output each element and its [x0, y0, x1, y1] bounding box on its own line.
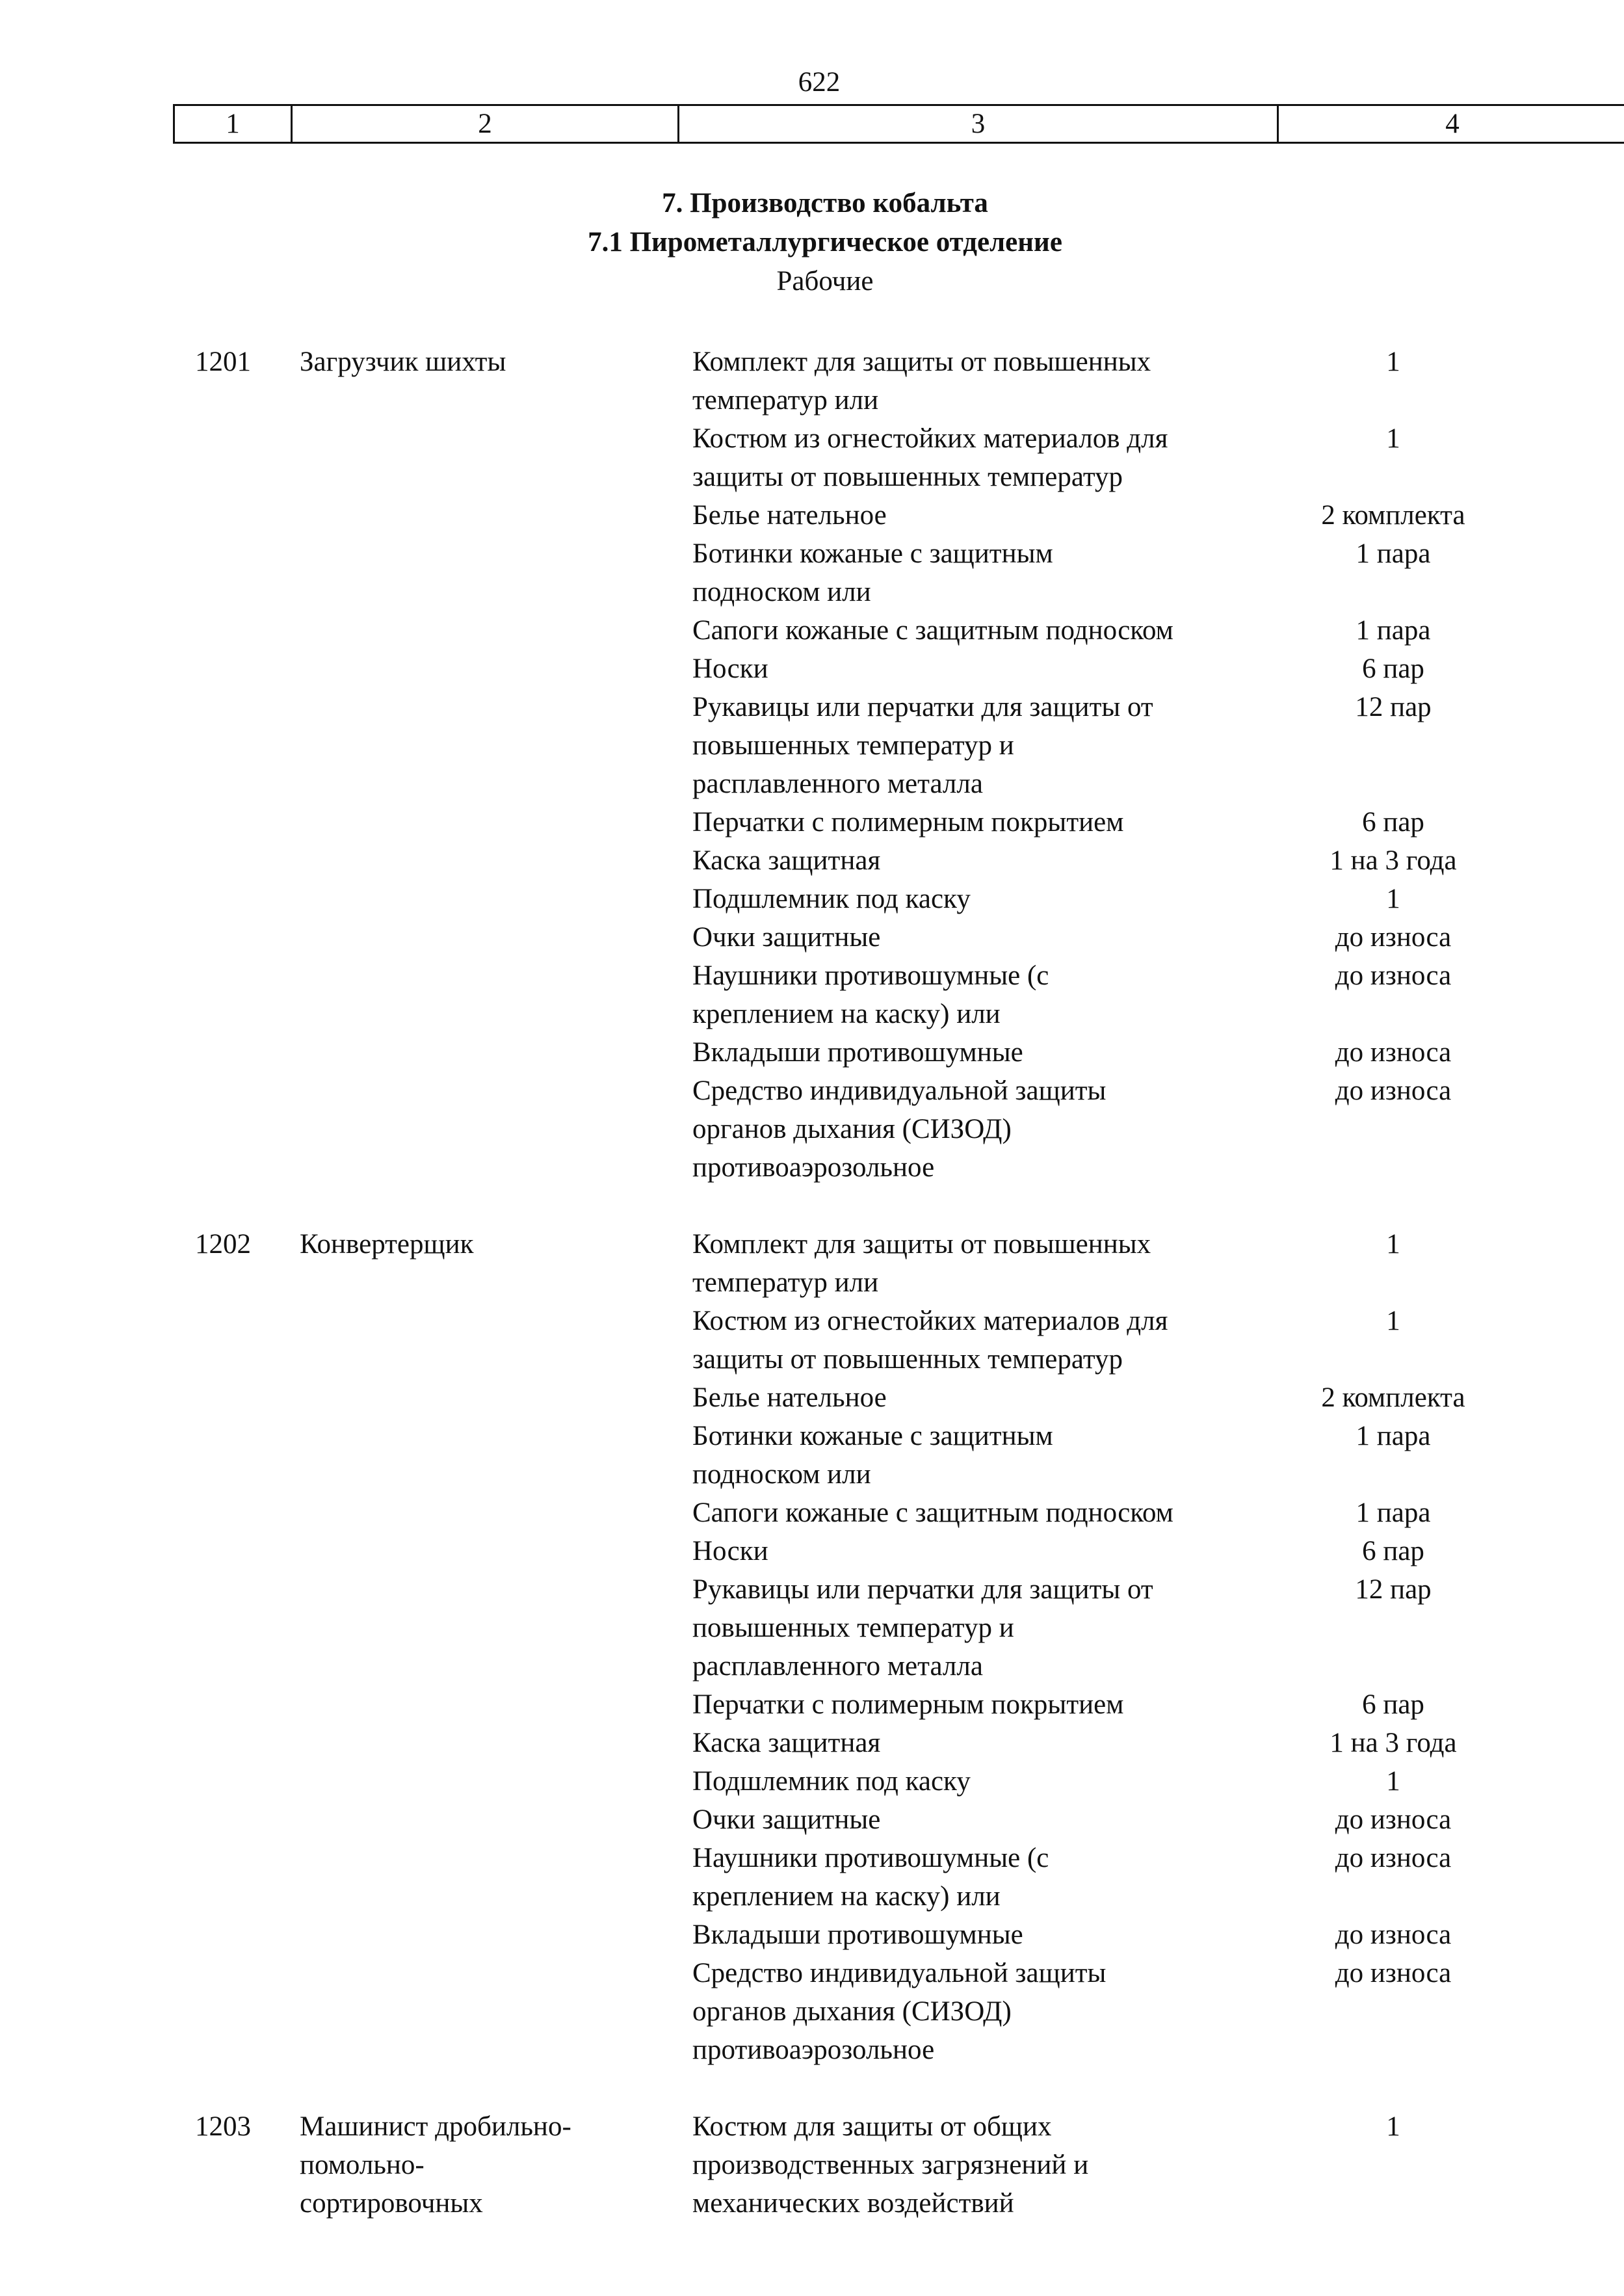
item-name-line: Средство индивидуальной защиты — [692, 1958, 1107, 1988]
item-row — [692, 496, 1603, 534]
item-quantity: до износа — [1335, 960, 1452, 991]
item-name-line: температур или — [692, 1267, 879, 1298]
item-name-line: повышенных температур и — [692, 1613, 1014, 1643]
item-name-line: Костюм для защиты от общих — [692, 2111, 1052, 2142]
item-name-line: Средство индивидуальной защиты — [692, 1075, 1107, 1106]
item-name — [692, 1417, 1277, 1494]
item-row — [692, 1954, 1603, 2069]
item-name-line: подноском или — [692, 1459, 871, 1490]
item-quantity: до износа — [1335, 922, 1452, 953]
item-row — [692, 534, 1603, 611]
item-row — [692, 1839, 1603, 1916]
item-quantity: 1 пара — [1356, 615, 1431, 646]
column-header-table — [173, 104, 1624, 144]
section-subtitle: 7.1 Пирометаллургическое отделение — [588, 227, 1062, 257]
item-row — [692, 611, 1603, 650]
item-row — [692, 1302, 1603, 1379]
item-name-line: Каска защитная — [692, 1728, 881, 1758]
item-row — [692, 1570, 1603, 1685]
item-quantity: 12 пар — [1355, 1574, 1432, 1605]
entry-code: 1203 — [195, 2111, 251, 2142]
item-row — [692, 2107, 1603, 2223]
item-quantity: 1 — [1386, 423, 1400, 454]
item-quantity: до износа — [1335, 1958, 1452, 1988]
item-row — [692, 650, 1603, 688]
item-name — [692, 1225, 1277, 1302]
category-label: Рабочие — [776, 266, 874, 297]
item-quantity: до износа — [1335, 1037, 1452, 1068]
item-quantity: 1 — [1386, 1766, 1400, 1797]
item-row — [692, 1033, 1603, 1072]
item-name-line: Сапоги кожаные с защитным подноском — [692, 615, 1173, 646]
item-quantity: 2 комплекта — [1321, 500, 1465, 531]
item-quantity: 1 — [1386, 884, 1400, 914]
page-number: 622 — [798, 67, 841, 98]
item-name — [692, 1724, 1277, 1762]
item-row — [692, 419, 1603, 496]
entry-code: 1201 — [195, 347, 251, 377]
item-name — [692, 688, 1277, 803]
item-name — [692, 1801, 1277, 1839]
item-name-line: расплавленного металла — [692, 769, 983, 799]
item-row — [692, 1072, 1603, 1187]
column-header-1: 1 — [175, 106, 293, 142]
item-name — [692, 918, 1277, 957]
item-name-line: механических воздействий — [692, 2188, 1014, 2219]
item-name-line: Очки защитные — [692, 1804, 881, 1835]
item-name-line: Вкладыши противошумные — [692, 1920, 1023, 1950]
item-name — [692, 1379, 1277, 1417]
item-name-line: расплавленного металла — [692, 1651, 983, 1682]
item-name — [692, 841, 1277, 880]
item-name-line: повышенных температур и — [692, 730, 1014, 761]
item-name-line: производственных загрязнений и — [692, 2150, 1089, 2180]
item-row — [692, 1685, 1603, 1724]
item-quantity: до износа — [1335, 1920, 1452, 1950]
item-name-line: подноском или — [692, 577, 871, 607]
item-list — [692, 343, 1603, 1187]
item-row — [692, 918, 1603, 957]
item-name — [692, 803, 1277, 841]
item-name-line: Наушники противошумные (с — [692, 1843, 1049, 1873]
item-name-line: Комплект для защиты от повышенных — [692, 347, 1151, 377]
item-row — [692, 1916, 1603, 1954]
item-name — [692, 2107, 1277, 2223]
profession-line: помольно- — [300, 2150, 425, 2180]
profession-line: Загрузчик шихты — [300, 347, 506, 377]
column-header-4: 4 — [1445, 109, 1460, 139]
item-quantity: 1 на 3 года — [1329, 845, 1457, 876]
item-name — [692, 1762, 1277, 1801]
item-name-line: Вкладыши противошумные — [692, 1037, 1023, 1068]
item-quantity: до износа — [1335, 1804, 1452, 1835]
entry — [0, 1225, 1624, 2069]
column-header-2: 2 — [293, 106, 679, 142]
item-name — [692, 1685, 1277, 1724]
item-name-line: Рукавицы или перчатки для защиты от — [692, 692, 1153, 722]
item-name-line: Носки — [692, 1536, 768, 1566]
item-name — [692, 1033, 1277, 1072]
item-name-line: Подшлемник под каску — [692, 884, 971, 914]
item-name — [692, 1839, 1277, 1916]
entries-list — [0, 343, 1624, 2261]
item-name — [692, 496, 1277, 534]
item-name-line: Белье нательное — [692, 1382, 887, 1413]
item-row — [692, 1801, 1603, 1839]
item-name-line: Носки — [692, 653, 768, 684]
item-quantity: 1 пара — [1356, 1421, 1431, 1451]
item-row — [692, 841, 1603, 880]
item-name — [692, 880, 1277, 918]
item-name — [692, 534, 1277, 611]
entry — [0, 2107, 1624, 2223]
item-row — [692, 1724, 1603, 1762]
item-row — [692, 1225, 1603, 1302]
item-name-line: органов дыхания (СИЗОД) — [692, 1996, 1012, 2027]
item-name-line: Костюм из огнестойких материалов для — [692, 423, 1168, 454]
item-row — [692, 880, 1603, 918]
profession-line: сортировочных — [300, 2188, 483, 2219]
column-header-3: 3 — [679, 106, 1279, 142]
item-name-line: Каска защитная — [692, 845, 881, 876]
item-quantity: 6 пар — [1362, 807, 1424, 838]
item-row — [692, 1762, 1603, 1801]
item-name — [692, 343, 1277, 419]
entry-profession — [300, 2107, 651, 2223]
item-name — [692, 1954, 1277, 2069]
item-quantity: 2 комплекта — [1321, 1382, 1465, 1413]
item-name — [692, 957, 1277, 1033]
item-name-line: защиты от повышенных температур — [692, 1344, 1123, 1375]
item-list — [692, 1225, 1603, 2069]
item-quantity: до износа — [1335, 1075, 1452, 1106]
item-quantity: 1 пара — [1356, 1498, 1431, 1528]
item-name-line: противоаэрозольное — [692, 1152, 935, 1183]
item-name-line: Сапоги кожаные с защитным подноском — [692, 1498, 1173, 1528]
item-name-line: органов дыхания (СИЗОД) — [692, 1114, 1012, 1144]
entry — [0, 343, 1624, 1187]
item-name — [692, 650, 1277, 688]
item-quantity: 12 пар — [1355, 692, 1432, 722]
item-row — [692, 1379, 1603, 1417]
section-title: 7. Производство кобальта — [662, 188, 988, 218]
item-quantity: 6 пар — [1362, 1689, 1424, 1720]
item-name-line: креплением на каску) или — [692, 999, 1001, 1029]
item-row — [692, 803, 1603, 841]
item-name-line: температур или — [692, 385, 879, 416]
item-quantity: 1 на 3 года — [1329, 1728, 1457, 1758]
item-name-line: Ботинки кожаные с защитным — [692, 1421, 1053, 1451]
item-name-line: Перчатки с полимерным покрытием — [692, 1689, 1124, 1720]
item-name-line: Костюм из огнестойких материалов для — [692, 1306, 1168, 1336]
item-name — [692, 1532, 1277, 1570]
item-name-line: защиты от повышенных температур — [692, 462, 1123, 492]
item-name-line: Очки защитные — [692, 922, 881, 953]
entry-profession — [300, 1225, 651, 1263]
item-name-line: Рукавицы или перчатки для защиты от — [692, 1574, 1153, 1605]
item-quantity: 6 пар — [1362, 1536, 1424, 1566]
entry-profession — [300, 343, 651, 381]
item-name-line: Перчатки с полимерным покрытием — [692, 807, 1124, 838]
item-name-line: Комплект для защиты от повышенных — [692, 1229, 1151, 1260]
item-name-line: Подшлемник под каску — [692, 1766, 971, 1797]
item-name-line: креплением на каску) или — [692, 1881, 1001, 1912]
item-name — [692, 419, 1277, 496]
item-row — [692, 343, 1603, 419]
item-row — [692, 957, 1603, 1033]
item-row — [692, 688, 1603, 803]
item-quantity: 1 — [1386, 1229, 1400, 1260]
item-quantity: 1 — [1386, 347, 1400, 377]
item-name — [692, 1302, 1277, 1379]
item-row — [692, 1532, 1603, 1570]
item-name — [692, 611, 1277, 650]
item-row — [692, 1494, 1603, 1532]
item-quantity: до износа — [1335, 1843, 1452, 1873]
item-name-line: Наушники противошумные (с — [692, 960, 1049, 991]
item-row — [692, 1417, 1603, 1494]
item-name — [692, 1072, 1277, 1187]
item-name — [692, 1570, 1277, 1685]
item-name-line: Белье нательное — [692, 500, 887, 531]
profession-line: Конвертерщик — [300, 1229, 474, 1260]
item-name-line: противоаэрозольное — [692, 2035, 935, 2065]
item-name-line: Ботинки кожаные с защитным — [692, 538, 1053, 569]
profession-line: Машинист дробильно- — [300, 2111, 571, 2142]
entry-code: 1202 — [195, 1229, 251, 1260]
item-name — [692, 1916, 1277, 1954]
item-quantity: 1 — [1386, 2111, 1400, 2142]
item-name — [692, 1494, 1277, 1532]
item-list — [692, 2107, 1603, 2223]
item-quantity: 1 пара — [1356, 538, 1431, 569]
item-quantity: 1 — [1386, 1306, 1400, 1336]
item-quantity: 6 пар — [1362, 653, 1424, 684]
